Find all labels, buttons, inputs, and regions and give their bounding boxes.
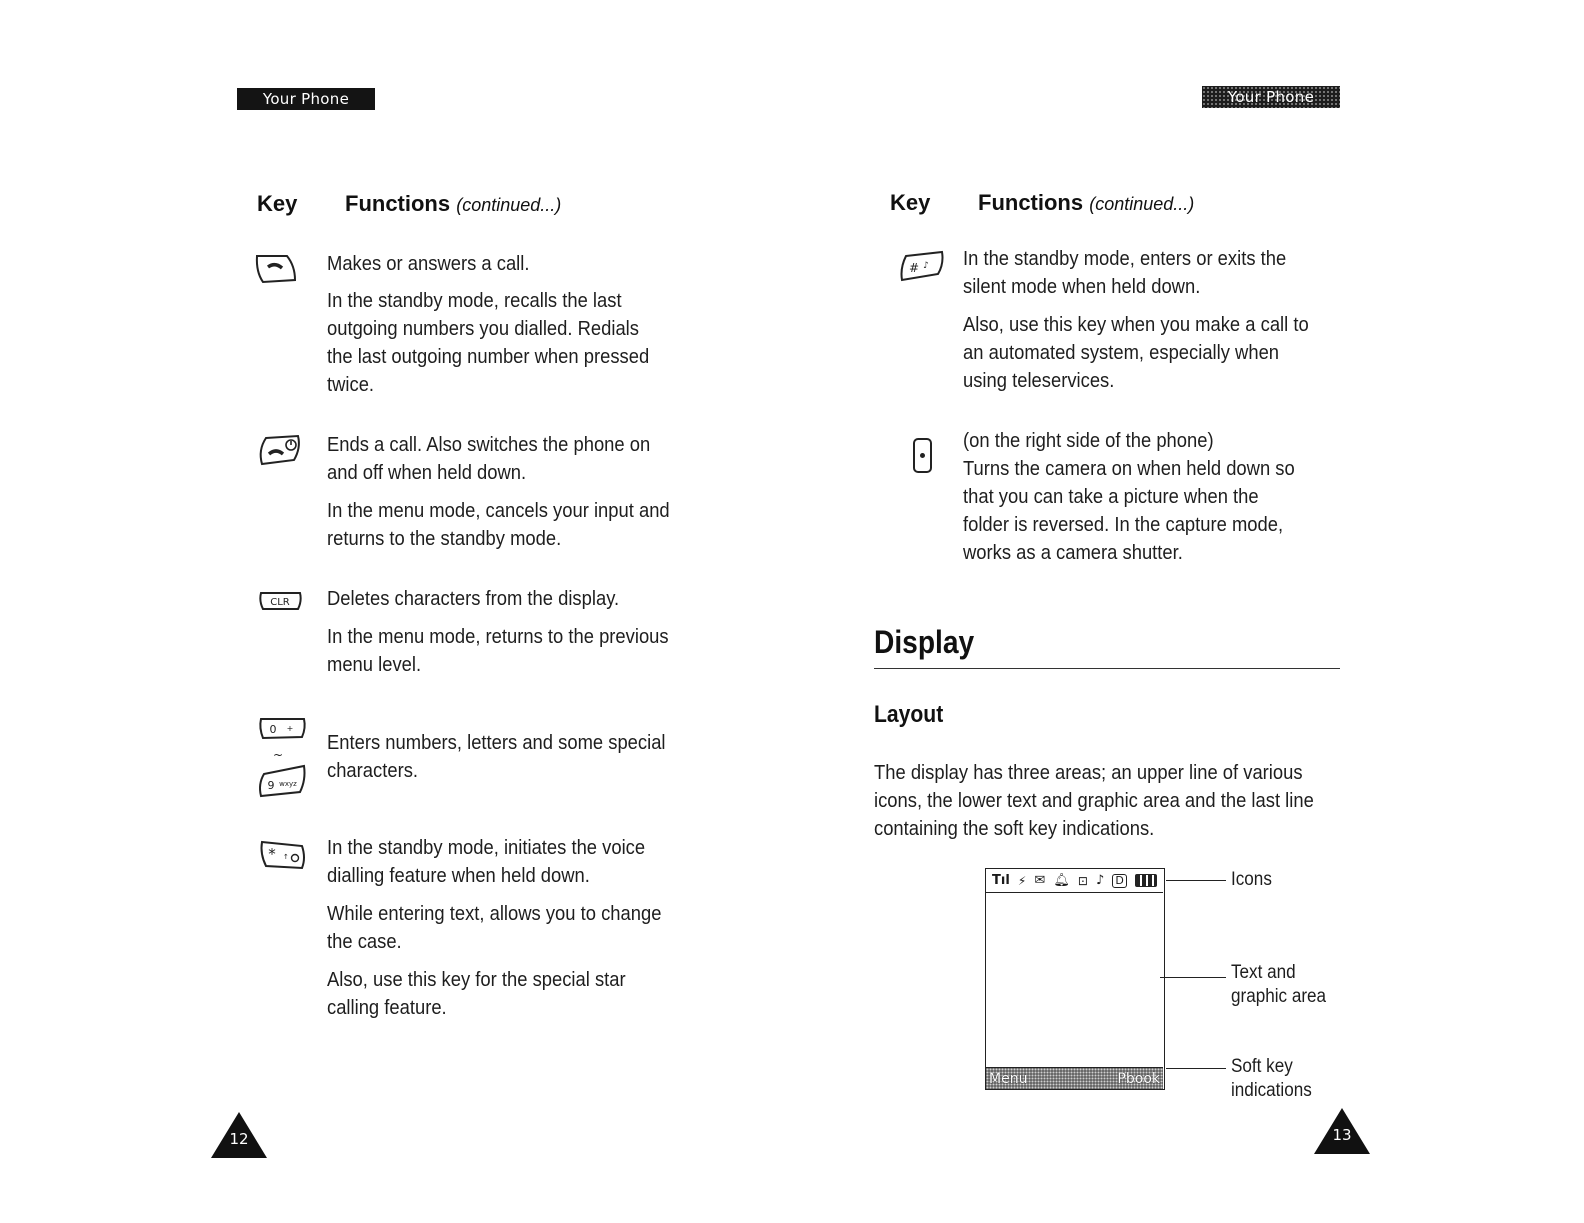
icons-label: Icons — [1231, 869, 1272, 890]
svg-text:~: ~ — [272, 748, 284, 762]
text-area-label: Text and graphic area — [1231, 962, 1327, 1007]
star-key-icon — [258, 838, 308, 872]
star-key-desc-2: While entering text, allows you to change the case. — [327, 903, 662, 953]
svg-text:#: # — [908, 261, 920, 275]
left-header-label: Your Phone — [262, 90, 350, 108]
d-icon: D — [1112, 874, 1126, 888]
side-camera-key-desc: (on the right side of the phone) Turns the camera on when held down so that you can take a picture when the folder is reversed. In the capture mode, works as a camera shutter. — [963, 430, 1295, 564]
star-key-desc-1: In the standby mode, initiates the voice dialling feature when held down. — [327, 837, 646, 887]
end-key-icon — [256, 432, 304, 470]
left-header-tab — [237, 88, 375, 110]
left-page-number-triangle — [211, 1112, 267, 1158]
end-key-desc-2: In the menu mode, cancels your input and returns to the standby mode. — [327, 500, 670, 550]
right-page-number-triangle — [1314, 1108, 1370, 1154]
softkey-leader-line — [1166, 1068, 1226, 1069]
right-key-column-heading: Key — [890, 190, 931, 215]
svg-text:CLR: CLR — [270, 597, 290, 608]
softkey-label: Soft key indications — [1231, 1056, 1312, 1101]
icon-strip — [986, 869, 1163, 893]
svg-text:+: + — [286, 724, 294, 733]
right-page-number: 13 — [1332, 1126, 1352, 1144]
svg-text:0: 0 — [269, 723, 277, 736]
clr-key-desc-1: Deletes characters from the display. — [327, 588, 620, 610]
left-functions-label: Functions — [345, 191, 451, 216]
svg-text:wxyz: wxyz — [279, 780, 297, 788]
display-heading-rule — [874, 668, 1340, 669]
number-keys-icon — [256, 716, 308, 800]
svg-text:*: * — [268, 845, 276, 863]
left-key-column-heading: Key — [257, 191, 298, 216]
layout-heading: Layout — [874, 701, 944, 728]
send-key-desc-2: In the standby mode, recalls the last outgoing numbers you dialled. Redials the last outgoing number when pressed twice. — [327, 290, 650, 396]
message-icon: ✉ — [1034, 873, 1046, 888]
end-key-desc-1: Ends a call. Also switches the phone on and off when held down. — [327, 434, 651, 484]
softkey-strip — [986, 1067, 1163, 1089]
hash-key-desc-1: In the standby mode, enters or exits the silent mode when held down. — [963, 248, 1287, 298]
softkey-left-label: Menu — [989, 1070, 1028, 1087]
clr-key-icon — [258, 590, 304, 612]
alarm-icon: 🔔︎ — [1053, 873, 1070, 888]
left-continued-label: (continued...) — [456, 195, 562, 215]
star-key-desc-3: Also, use this key for the special star calling feature. — [327, 969, 626, 1019]
antenna-icon: ⚡ — [1017, 873, 1027, 888]
display-diagram — [985, 868, 1165, 1090]
signal-icon: Tıl — [992, 873, 1010, 888]
hash-key-desc-2: Also, use this key when you make a call to an automated system, especially when using teleservices. — [963, 314, 1309, 392]
right-header-tab — [1202, 86, 1340, 108]
display-heading: Display — [874, 624, 975, 660]
svg-text:♪: ♪ — [923, 261, 929, 271]
left-page-number: 12 — [229, 1130, 249, 1148]
hash-key-icon — [898, 248, 946, 284]
svg-text:↑: ↑ — [283, 853, 289, 861]
number-keys-desc: Enters numbers, letters and some special characters. — [327, 732, 666, 782]
side-camera-key-icon — [911, 436, 935, 476]
send-key-desc-1: Makes or answers a call. — [327, 253, 530, 275]
clr-key-desc-2: In the menu mode, returns to the previous menu level. — [327, 626, 669, 676]
lock-icon: ⊡ — [1077, 873, 1088, 888]
right-functions-label: Functions — [978, 190, 1084, 215]
send-key-icon — [253, 252, 299, 286]
right-continued-label: (continued...) — [1089, 194, 1195, 214]
music-note-icon: ♪ — [1096, 873, 1105, 888]
left-functions-column-heading — [345, 191, 561, 217]
svg-text:9: 9 — [267, 779, 275, 792]
icons-leader-line — [1166, 880, 1226, 881]
battery-icon — [1135, 874, 1157, 887]
text-area-leader-line — [1160, 977, 1226, 978]
right-header-label: Your Phone — [1227, 88, 1315, 106]
softkey-right-label: Pbook — [1117, 1070, 1160, 1087]
right-functions-column-heading — [978, 190, 1194, 216]
layout-description: The display has three areas; an upper line of various icons, the lower text and graphic area and the last line containing the soft key indications. — [874, 762, 1314, 840]
